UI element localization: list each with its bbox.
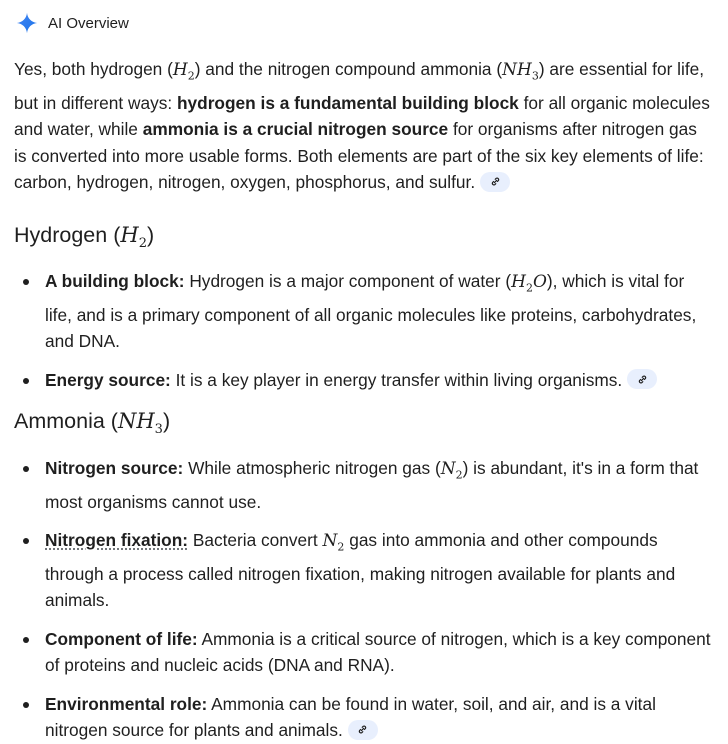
math-nh3: $NH_3$	[502, 60, 539, 83]
source-link-button[interactable]	[348, 720, 378, 740]
link-icon	[489, 175, 502, 188]
ai-overview-header	[14, 10, 712, 36]
list-item: A building block: Hydrogen is a major component of water $(H_2O)$, which is vital for life, and is a primary component of all organic molecules like proteins, carbohydrates, and DNA.	[14, 268, 712, 355]
link-icon	[636, 373, 649, 386]
intro-paragraph: Yes, both hydrogen $(H_2)$ and the nitrogen compound ammonia $(NH_3)$ are essential for life, but in different ways: hydrogen is a fundamental building block for all organic molecules and water, while ammonia is a crucial nitrogen source for organisms after nitrogen gas is converted into more usable forms. Both elements are part of the six key elements of life: carbon, hydrogen, nitrogen, oxygen, phosphorus, and sulfur.	[14, 59, 710, 193]
link-icon	[356, 723, 369, 736]
ammonia-list	[14, 455, 712, 744]
ai-overview-title: AI Overview	[48, 14, 129, 32]
list-item: Nitrogen fixation: Bacteria convert $N_2$ gas into ammonia and other compounds through a process called nitrogen fixation, making nitrogen available for plants and animals.	[14, 527, 712, 614]
hydrogen-heading: Hydrogen $(H_2)$	[14, 222, 155, 252]
list-item: Environmental role: Ammonia can be found in water, soil, and air, and is a vital nitrogen source for plants and animals.	[14, 691, 712, 744]
ammonia-heading: Ammonia $(NH_3)$	[14, 409, 171, 438]
list-item: Component of life: Ammonia is a critical source of nitrogen, which is a key component of proteins and nucleic acids (DNA and RNA).	[14, 626, 712, 679]
hydrogen-list	[14, 268, 712, 393]
source-link-button[interactable]	[480, 172, 510, 192]
list-item: Energy source: It is a key player in energy transfer within living organisms.	[14, 367, 712, 394]
math-h2: $H_2$	[172, 60, 195, 83]
gemini-sparkle-icon	[16, 12, 38, 34]
nitrogen-fixation-term[interactable]: Nitrogen fixation:	[45, 530, 189, 551]
source-link-button[interactable]	[627, 369, 657, 389]
list-item: Nitrogen source: While atmospheric nitrogen gas $(N_2)$ is abundant, it's in a form that most organisms cannot use.	[14, 455, 712, 515]
